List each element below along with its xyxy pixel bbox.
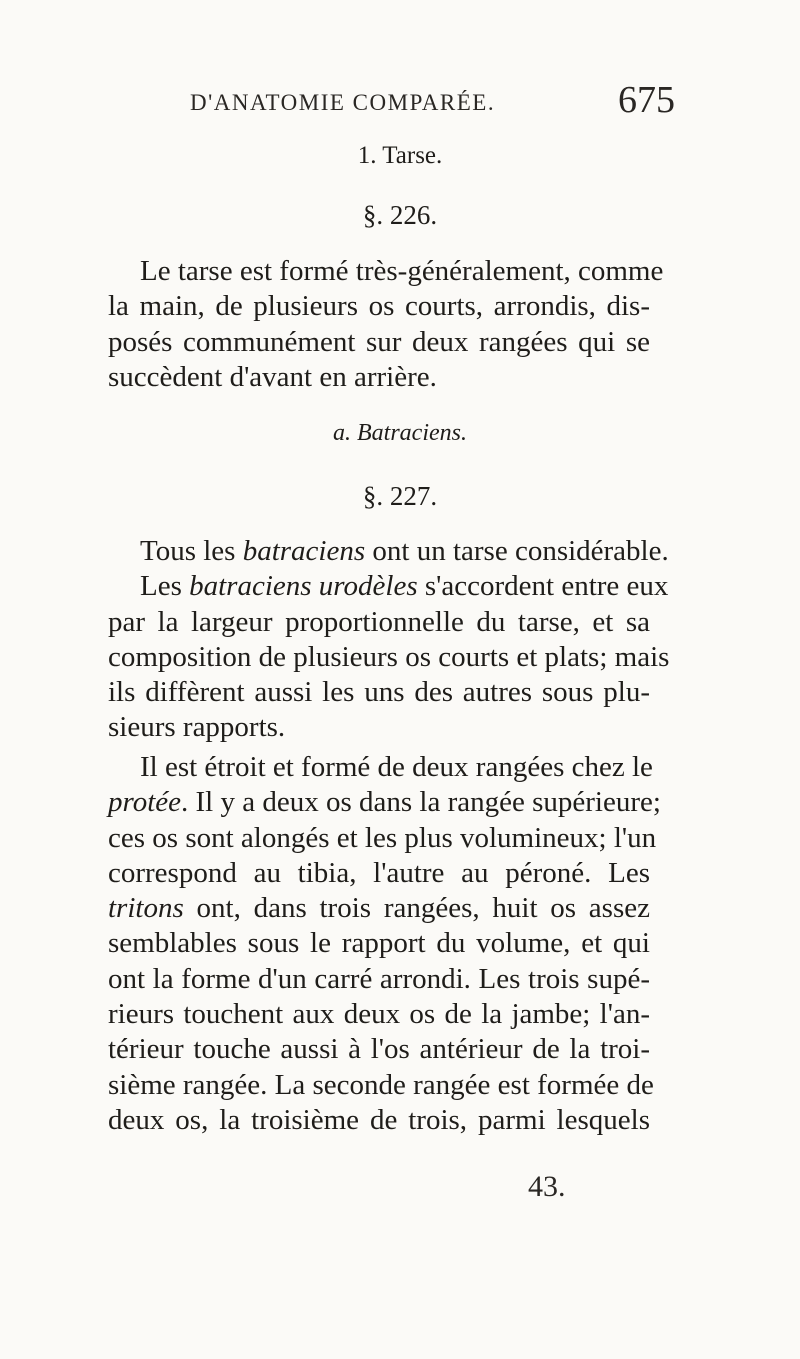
running-head [190,78,730,121]
text-line: la main, de plusieurs os courts, arrondis, dis- [108,290,650,323]
text-line: tritons ont, dans trois rangées, huit os assez [108,892,650,925]
catchword: 43. [528,1170,566,1203]
text-line: rieurs touchent aux deux os de la jambe; l'an- [108,998,650,1031]
text-line: semblables sous le rapport du volume, et qui [108,927,650,960]
section-226-paragraph [108,254,664,395]
subsection-title: 1. Tarse. [357,142,443,169]
section-227-mark: §. 227. [362,481,438,511]
text-line: sième rangée. La seconde rangée est formée de [108,1068,654,1101]
text-line: Tous les batraciens ont un tarse considérable. [140,535,669,567]
text-line: Le tarse est formé très-généralement, comme [140,255,664,287]
text-line: correspond au tibia, l'autre au péroné. Les [108,856,650,889]
running-title: D'ANATOMIE COMPARÉE. [190,90,496,115]
text-line: Les batraciens urodèles s'accordent entre eux [140,570,669,603]
text-line: protée. Il y a deux os dans la rangée supérieure; [108,786,661,819]
text-line: deux os, la troisième de trois, parmi lesquels [108,1103,650,1136]
text-line: Il est étroit et formé de deux rangées chez le [140,751,653,783]
text-line: térieur touche aussi à l'os antérieur de la troi- [108,1033,650,1066]
text-line: posés communément sur deux rangées qui se [108,325,650,358]
text-line: ont la forme d'un carré arrondi. Les trois supé- [108,962,650,995]
text-line: succèdent d'avant en arrière. [108,360,437,393]
text-line: ces os sont alongés et les plus volumineux; l'un [108,821,657,854]
batraciens-heading: a. Batraciens. [333,420,467,446]
section-227-paragraph-2 [108,750,661,1138]
section-227-paragraph-1 [108,534,670,746]
section-226-mark: §. 226. [362,200,438,230]
text-line: composition de plusieurs os courts et plats; mais [108,640,670,673]
page-number: 675 [618,79,675,121]
text-line: par la largeur proportionnelle du tarse, et sa [108,605,650,638]
text-line: sieurs rapports. [108,711,286,744]
text-line: ils diffèrent aussi les uns des autres sous plu- [108,676,650,709]
